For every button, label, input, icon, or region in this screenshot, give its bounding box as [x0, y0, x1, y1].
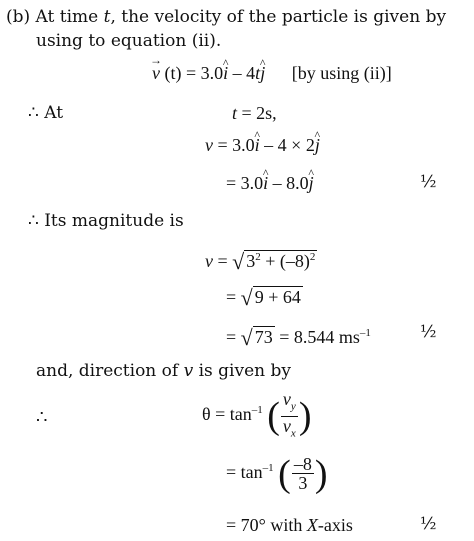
frac-vy-vx: $\frac{v_y}{v_x}$	[282, 389, 296, 440]
j-hat: j ^	[315, 134, 320, 156]
v-line1-a: = 3.0	[217, 135, 255, 155]
t-value: t = 2s,	[232, 103, 277, 123]
mark-half-3: ½	[420, 514, 437, 534]
i-hat: i ^	[223, 62, 228, 84]
mark-half-2: ½	[420, 322, 437, 342]
magnitude-line-3: = √ 73 = 8.544 $ms^{-1}$	[226, 325, 371, 350]
direction-label: and, direction of v is given by	[36, 361, 291, 381]
v-line2-b: – 8.0	[268, 173, 309, 193]
frac-8-3: $\frac{-8}{3}$	[293, 454, 312, 494]
mag-eq: =	[217, 251, 228, 271]
result-line: = 70° with X-axis	[226, 515, 353, 535]
intro-line-1	[6, 6, 446, 28]
i-hat: i ^	[263, 172, 268, 194]
velocity-equation	[152, 62, 392, 84]
therefore-symbol: ∴	[36, 407, 48, 427]
t-arg: (t)	[164, 63, 182, 83]
v-line-1	[205, 134, 320, 156]
j-hat: j ^	[260, 62, 265, 84]
intro-rest: , the velocity of the particle is given by	[110, 7, 447, 27]
tan2: = tan	[226, 462, 263, 482]
intro-prefix: (b) At time	[6, 7, 104, 27]
magnitude-line-2: = √ 9 + 64	[226, 285, 301, 310]
j-hat: j ^	[309, 172, 314, 194]
v-vector: → v	[152, 62, 160, 84]
v-line2-a: = 3.0	[226, 173, 264, 193]
eq1-rhs: = 3.0	[186, 63, 224, 83]
sqrt-3: √ 73	[240, 325, 273, 350]
magnitude-line-1	[205, 246, 317, 273]
v-line1-b: – 4 × 2	[259, 135, 315, 155]
eq1-minus: – 4	[228, 63, 256, 83]
v-line-2	[226, 172, 314, 194]
mark-half-1: ½	[420, 172, 437, 192]
v-var: v	[205, 135, 213, 155]
at-label: ∴ At	[28, 103, 64, 123]
magnitude-label: ∴ Its magnitude is	[28, 211, 184, 231]
theta-line: $\theta = \tan^{-1}$ ( $\frac{v_y}{v_x}$ )	[202, 390, 311, 442]
tan-line: = $\tan^{-1}$ ( $\frac{-8}{3}$ )	[226, 452, 328, 495]
mag-var: v	[205, 251, 213, 271]
sqrt-2: √ 9 + 64	[240, 285, 301, 310]
i-hat: i ^	[255, 134, 260, 156]
inv-sup: –1	[251, 404, 263, 417]
sqrt-1: √ $3^2 + (-8)^2$	[232, 249, 316, 274]
mag-unit-sup: –1	[359, 327, 371, 339]
intro-t: t	[103, 7, 111, 27]
theta-tan: θ = tan	[202, 404, 252, 425]
intro-line-2: using to equation (ii).	[36, 31, 222, 51]
mag-result: = 8.544 ms	[279, 327, 360, 347]
eq1-note: [by using (ii)]	[291, 63, 392, 83]
eq1-t: t	[255, 63, 261, 83]
